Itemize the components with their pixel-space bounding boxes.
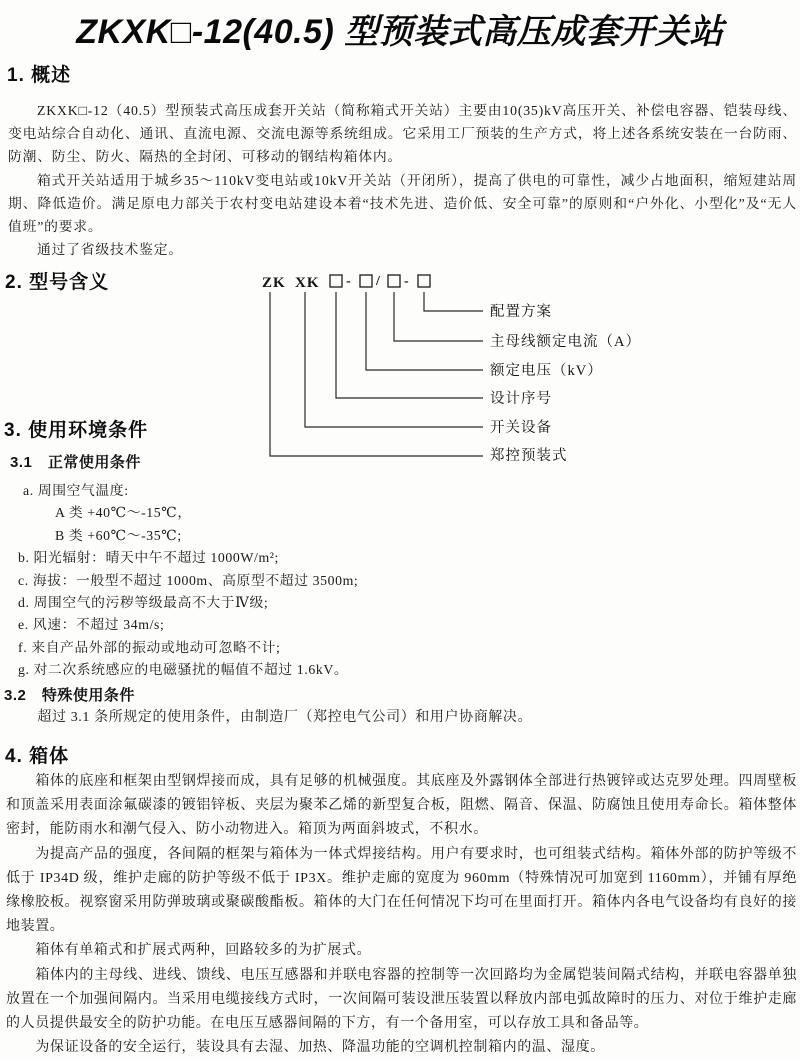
section-3-1-heading: 3.1 正常使用条件	[10, 454, 141, 471]
enclosure-paragraph-3: 箱体有单箱式和扩展式两种，回路较多的为扩展式。	[35, 943, 372, 959]
condition-item-a-class-B: B 类 +60℃～-35℃;	[55, 527, 182, 543]
document-title: ZKXK□-12(40.5) 型预装式高压成套开关站	[76, 13, 724, 51]
model-branch-line-rated-current	[394, 292, 483, 341]
model-branch-line-configuration	[424, 292, 483, 311]
model-label-prefab: 郑控预装式	[490, 448, 568, 464]
condition-item-c: c. 海拔：一般型不超过 1000m、高原型不超过 3500m;	[18, 572, 359, 588]
model-branch-line-design-serial	[336, 292, 483, 398]
section-4-heading: 4. 箱体	[5, 746, 70, 767]
overview-paragraph-2: 箱式开关站适用于城乡35～110kV变电站或10kV开关站（开闭所），提高了供电的可靠性，减少占地面积，缩短建站周期、降低造价。满足原电力部关于农村变电站建设本着“技术先进、造价低、安全可靠”的原则和“户外化、小型化”及“无人值班”的要求。	[8, 172, 797, 235]
condition-item-b: b. 阳光辐射：晴天中午不超过 1000W/m²;	[18, 550, 279, 566]
condition-item-a: a. 周围空气温度:	[23, 483, 129, 498]
section-2-heading: 2. 型号含义	[5, 272, 110, 293]
model-label-switchgear: 开关设备	[490, 420, 552, 436]
overview-paragraph-1: ZKXK□-12（40.5）型预装式高压成套开关站（简称箱式开关站）主要由10(35)kV高压开关、补偿电容器、铠装母线、变电站综合自动化、通讯、直流电源、交流电源等系统组成。它采用工厂预装的生产方式，将上述各系统安装在一台防雨、防潮、防尘、防火、隔热的全封闭、可移动的钢结构箱体内。	[8, 103, 797, 165]
model-branch-line-prefab	[270, 292, 483, 456]
special-conditions-text: 超过 3.1 条所规定的使用条件，由制造厂（郑控电气公司）和用户协商解决。	[37, 710, 533, 725]
condition-item-e: e. 风速：不超过 34m/s;	[18, 617, 165, 633]
section-3-2-heading: 3.2 特殊使用条件	[4, 687, 135, 704]
condition-item-f: f. 来自产品外部的振动或地动可忽略不计;	[18, 639, 281, 655]
enclosure-paragraph-4: 箱体内的主母线、进线、馈线、电压互感器和并联电容器的控制等一次回路均为金属铠装间隔式结构，并联电容器单独放置在一个加强间隔内。当采用电缆接线方式时，一次间隔可装设泄压装置以释放内部电弧故障时的压力、对位于维护走廊的人员提供最安全的防护功能。在电压互感器间隔的下方，有一个备用室，可以存放工具和备品等。	[6, 967, 797, 1032]
model-code-xk: XK	[295, 275, 320, 291]
normal-conditions-list	[18, 480, 778, 682]
condition-item-a-class-A: A 类 +40℃～-15℃，	[55, 505, 192, 521]
model-box-configuration	[418, 275, 430, 287]
model-label-design-serial: 设计序号	[490, 391, 552, 407]
model-separator-slash: /	[376, 274, 380, 289]
overview-text-block	[8, 99, 797, 261]
model-box-rated-voltage	[360, 275, 372, 287]
model-label-rated-voltage: 额定电压（kV）	[490, 363, 603, 379]
overview-paragraph-3: 通过了省级技术鉴定。	[36, 242, 183, 258]
model-box-rated-current	[388, 275, 400, 287]
condition-item-g: g. 对二次系统感应的电磁骚扰的幅值不超过 1.6kV。	[18, 662, 349, 678]
enclosure-text-block	[6, 770, 797, 1060]
model-box-design-serial	[330, 275, 342, 287]
condition-item-d: d. 周围空气的污秽等级最高不大于Ⅳ级;	[18, 595, 269, 611]
section-1-heading: 1. 概述	[7, 65, 72, 86]
enclosure-paragraph-1: 箱体的底座和框架由型钢焊接而成，具有足够的机械强度。其底座及外露钢体全部进行热镀锌或达克罗处理。四周壁板和顶盖采用表面涂氟碳漆的镀铝锌板、夹层为聚苯乙烯的新型复合板，阻燃、隔音、保温、防腐蚀且使用寿命长。箱体整体密封，能防雨水和潮气侵入、防小动物进入。箱顶为两面斜坡式，不积水。	[6, 774, 797, 838]
model-separator-dash-1: -	[346, 274, 351, 289]
enclosure-paragraph-5: 为保证设备的安全运行，装设具有去湿、加热、降温功能的空调机控制箱内的温、湿度。	[35, 1040, 605, 1056]
enclosure-paragraph-2: 为提高产品的强度，各间隔的框架与箱体为一体式焊接结构。用户有要求时，也可组装式结构。箱体外部的防护等级不低于 IP34D 级，维护走廊的防护等级不低于 IP3X。维护走廊的宽度为 960mm（特殊情况可加宽到 1160mm），并铺有厚绝缘橡胶板。视察窗采用防弹玻璃或聚碳酸酯板。箱体的大门在任何情况下均可在里面打开。箱体内各电气设备均有良好的接地装置。	[6, 846, 797, 935]
model-designation-diagram	[250, 270, 670, 475]
model-label-configuration: 配置方案	[490, 304, 552, 320]
section-3-heading: 3. 使用环境条件	[4, 420, 149, 441]
model-code-zk: ZK	[262, 275, 286, 291]
model-label-rated-current: 主母线额定电流（A）	[490, 334, 641, 350]
model-separator-dash-2: -	[404, 274, 409, 289]
